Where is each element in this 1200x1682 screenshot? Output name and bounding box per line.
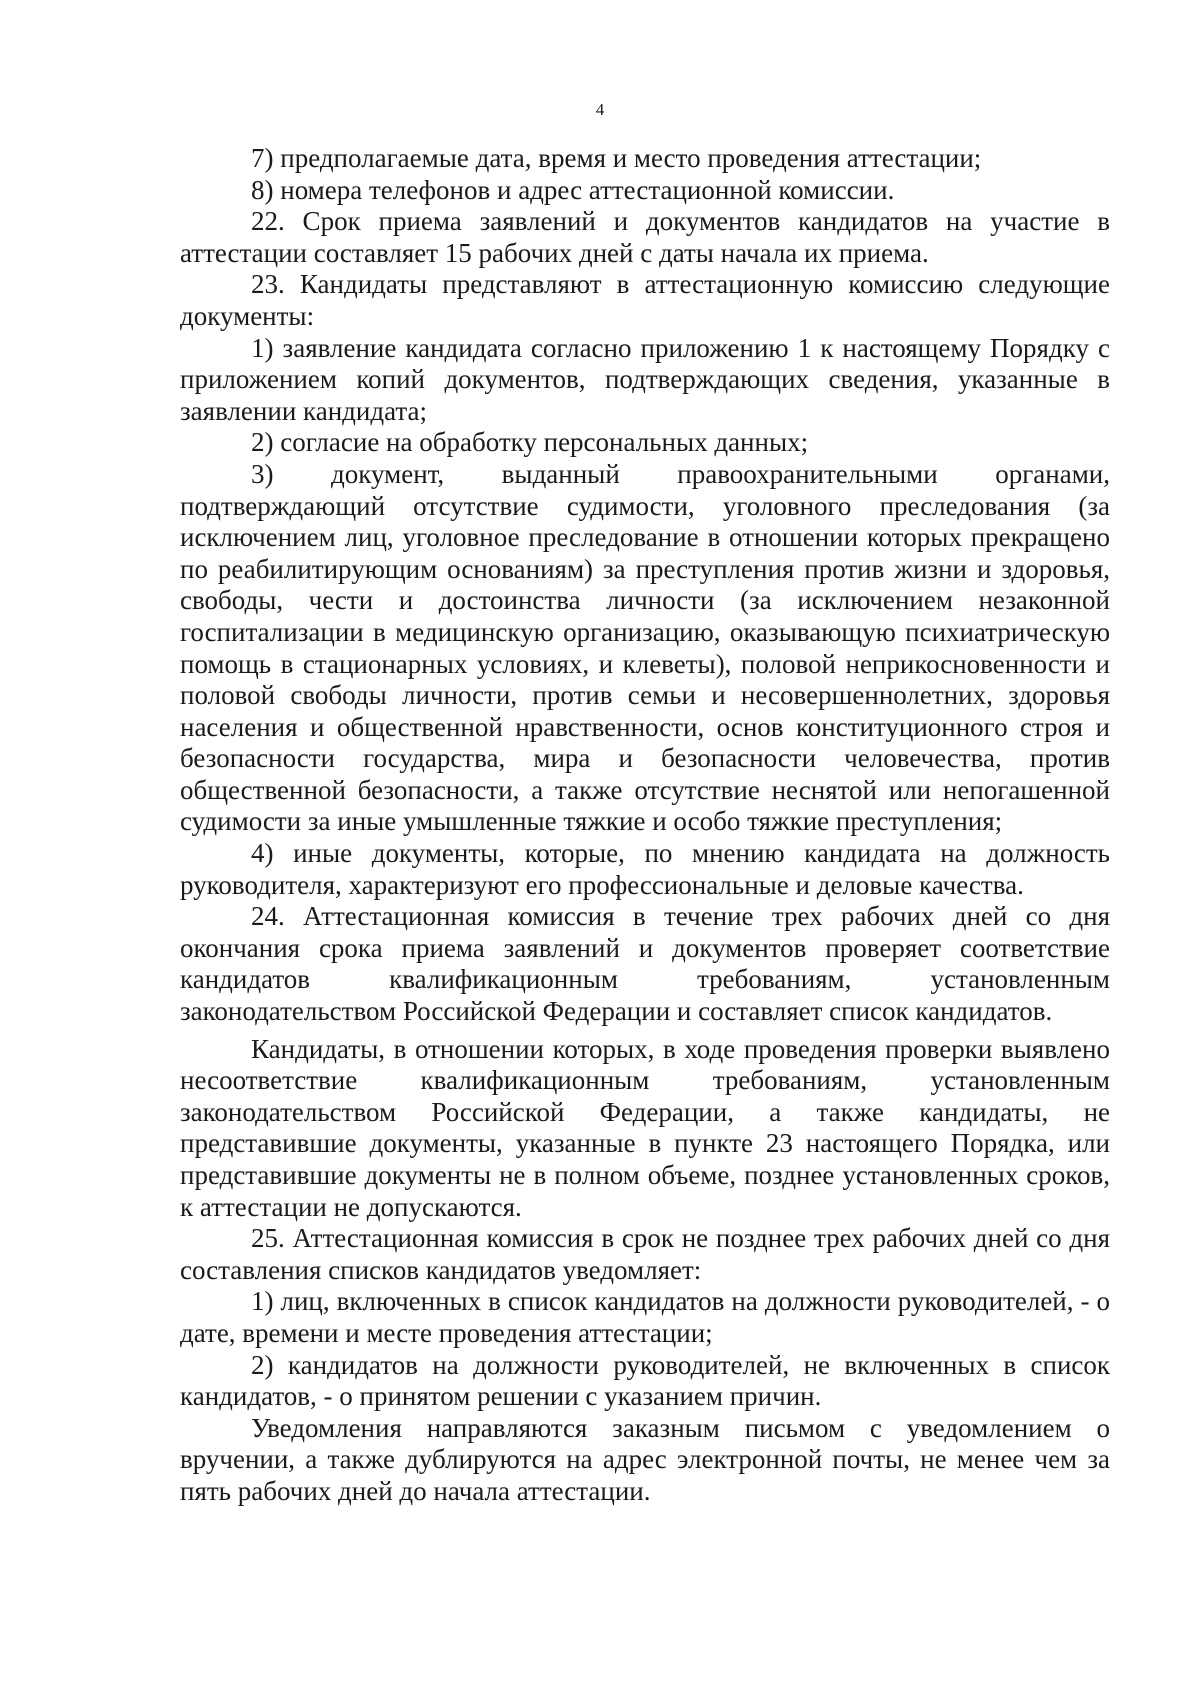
paragraph-doc-1: 1) заявление кандидата согласно приложению 1 к настоящему Порядку с приложением копий документов, подтверждающих сведения, указанные в заявлении кандидата; [180,332,1110,426]
paragraph-clause-23: 23. Кандидаты представляют в аттестационную комиссию следующие документы: [180,269,1110,331]
paragraph-notifications: Уведомления направляются заказным письмом с уведомлением о вручении, а также дублируются на адрес электронной почты, не менее чем за пять рабочих дней до начала аттестации. [180,1412,1110,1506]
paragraph-item-7: 7) предполагаемые дата, время и место проведения аттестации; [251,143,982,173]
paragraph-clause-24: 24. Аттестационная комиссия в течение трех рабочих дней со дня окончания срока приема заявлений и документов проверяет соответствие кандидатов квалификационным требованиям, установленным законодательством Российской Федерации и составляет список кандидатов. [180,901,1110,1027]
paragraph-notify-2: 2) кандидатов на должности руководителей, не включенных в список кандидатов, - о принятом решении с указанием причин. [180,1349,1110,1412]
paragraph-doc-4: 4) иные документы, которые, по мнению кандидата на должность руководителя, характеризуют его профессиональные и деловые качества. [180,838,1110,900]
page-number: 4 [595,100,605,119]
paragraph-clause-22: 22. Срок приема заявлений и документов кандидатов на участие в аттестации составляет 15 рабочих дней с даты начала их приема. [180,206,1110,268]
paragraph-clause-25: 25. Аттестационная комиссия в срок не позднее трех рабочих дней со дня составления списков кандидатов уведомляет: [180,1223,1110,1285]
document-body [180,143,1110,1508]
paragraph-item-8: 8) номера телефонов и адрес аттестационной комиссии. [251,174,895,205]
paragraph-doc-2: 2) согласие на обработку персональных данных; [251,427,809,458]
paragraph-notify-1: 1) лиц, включенных в список кандидатов на должности руководителей, - о дате, времени и месте проведения аттестации; [180,1286,1110,1348]
paragraph-clause-24-candidates: Кандидаты, в отношении которых, в ходе проведения проверки выявлено несоответствие квалификационным требованиям, установленным законодательством Российской Федерации, а также кандидаты, не представившие документы, указанные в пункте 23 настоящего Порядка, или представившие документы не в полном объеме, позднее установленных сроков, к аттестации не допускаются. [180,1033,1110,1222]
paragraph-doc-3: 3) документ, выданный правоохранительными органами, подтверждающий отсутствие судимости, уголовного преследования (за исключением лиц, уголовное преследование в отношении которых прекращено по реабилитирующим основаниям) за преступления против жизни и здоровья, свободы, чести и достоинства личности (за исключением незаконной госпитализации в медицинскую организацию, оказывающую психиатрическую помощь в стационарных условиях, и клеветы), половой неприкосновенности и половой свободы личности, против семьи и несовершеннолетних, здоровья населения и общественной нравственности, основ конституционного строя и безопасности государства, мира и безопасности человечества, против общественной безопасности, а также отсутствие неснятой или непогашенной судимости за иные умышленные тяжкие и особо тяжкие преступления; [180,458,1110,837]
